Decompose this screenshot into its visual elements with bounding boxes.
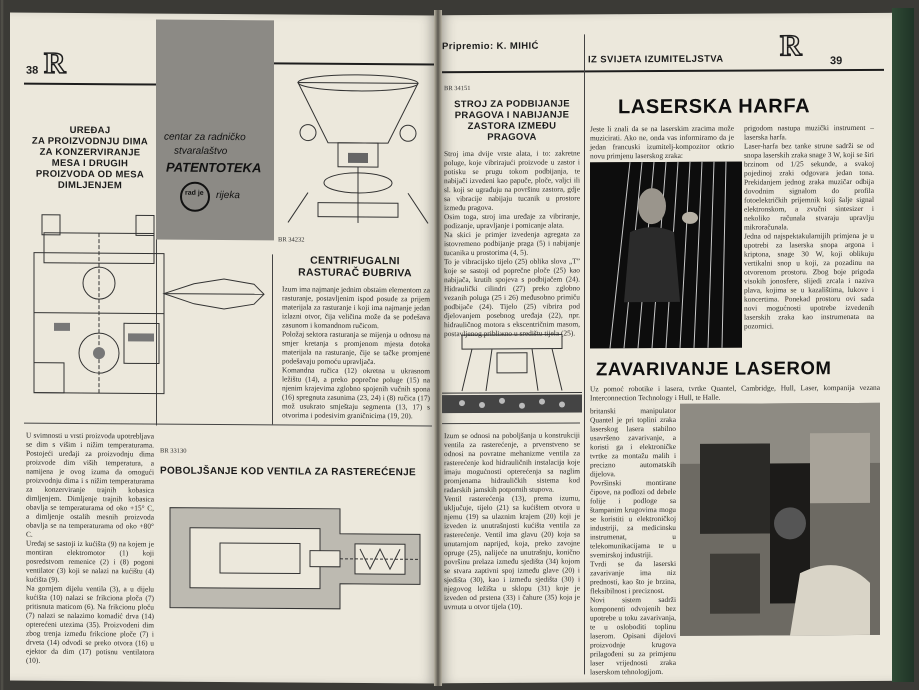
- fertilizer-spreader-drawing: [278, 72, 432, 233]
- article-harp-body2: prigodom nastupa muzički instrument – laserska harfa. Laser-harfa bez tanke strune sadrži se od snopa laserskih zraka snage 3 W, koji se širi brzinom od 1/25 sekunde, a svakoj pojedinoj zraki odgovara jedan tona. Prekidanjem jednog zraka muzičar odbija dovodnim signalom do profila fotoelektričkih prijemnik koji šalje signal elektronskom, a zvučni sintesizer i nekoliko računala stvaraju upravlju mikroračunala. Jedna od najspektakularnijih primjena je u upotrebi za laserska snopa argona i kriptona, snage 30 W, koji oblikuju vertikalni snop u koji, za pozadinu na otvorenom prostoru. Zbog boje prigoda visokih jonosfere, slijedi zrcala i naziva plava, kojima se u kazalištima, lukove i koncertima. Ponekad prostoru ovi sada novi mogućnosti upotrebe izvedenih laserskih zraka kao instrumenata na pozornici.: [744, 122, 874, 331]
- patentoteka-line2: stvaralaštvo: [174, 145, 228, 158]
- smoke-device-drawing: [24, 213, 272, 415]
- magazine-logo-right: R: [780, 29, 802, 63]
- magazine-logo: R: [44, 46, 66, 80]
- article-harp-body1: Jeste li znali da se na laserskim zracima može muzicirati. Ako ne, onda vas informiramo da je jedan francuski izumitelj-kompozitor otkrio novu primjenu laserskog zraka:: [590, 123, 734, 161]
- article-valve-title: POBOLJŠANJE KOD VENTILA ZA RASTEREĆENJE: [160, 465, 416, 479]
- section-divider: [24, 423, 432, 427]
- article-sleeper-code: BR 34151: [444, 85, 471, 93]
- book-spine: [434, 10, 442, 686]
- article-valve-body: Izum se odnosi na poboljšanja u konstrukciji ventila za rasterećenje, a prvenstveno se odnosi na povratne mehanizme ventila za rasterećenje kod hidrauličnih instalacija koje imaju mogućnosti opterećenja sa naglim promjenama hidrauličkih sistema kod radarskih jamskih potpornih stupova. Ventil rasterećenja (13), prema izumu, uključuje, tijelo (21) sa kućištem otvora u njemu (19) sa ulaznim krajem (20) koji je izveden iz unutrašnjosti kućišta ventila za rasterećenje. Ventil ima glavu (20) koja sa unutarnjom naprijed, koja, preko zavojne opruge (25), nalijeće na unutrašnju, konično površinu prelaza između sjedišta (34) kojom se stvara zaptivni spoj između glave (20) i sjedišta (30), kao i između sjedišta (30) i njegovog ležišta u sklopu (31) koje je izveden od prstena (33) i čahure (35) koja je uvrnuta u otvor tijela (10).: [444, 430, 580, 612]
- article-smoke-title: UREĐAJ ZA PROIZVODNJU DIMA ZA KONZERVIRANJE MESA I DRUGIH PROIZVODA OD MESA DIMLJENJEM: [31, 124, 149, 192]
- top-rule: [24, 83, 156, 86]
- tamping-machine-drawing: [442, 330, 582, 419]
- patentoteka-badge-icon: [180, 182, 210, 212]
- article-spreader-body: Izum ima najmanje jednim obstaim elementom za rasturanje, postavljenim ispod posude za prijem materijala za rasturanje i koji ima najmanje jedan izlazni otvor, čija veličina može da se podešava zasunom i komandnom ručicom. Položaj sektora rasturanja se mijenja u odnosu na smjer kretanja s promjenom mjesta dotoka materijala na rasturanje, čije se tačke promjene podešavaju pomoću upravljača. Komandna ručica (12) okretna u ukrasnom ležištu (14), a preko poprečne poluge (15) na njenim krajevima zglobno spojenih vučnih spona (16) spregnuta zasunima (23, 24) i (8) ručica (17) mož usukrato smještaju segmenta (13, 17) s otvorima i podesivim graničnicima (19, 20).: [282, 284, 430, 421]
- page-number-right: 39: [830, 55, 843, 68]
- patentoteka-badge-text: rad je: [185, 189, 204, 197]
- laser-welding-photo: [680, 403, 880, 636]
- page-number-left: 38: [26, 64, 39, 77]
- right-page: [438, 13, 894, 683]
- patentoteka-city: rijeka: [216, 189, 240, 202]
- article-spreader-title: CENTRIFUGALNI RASTURAČ ĐUBRIVA: [298, 254, 412, 280]
- article-sleeper-body1: Stroj ima dvije vrste alata, i to: zakretne poluge, koje vibrirajući proizvode u zastor i potisku se prugu tokom podbijanja, te nabijači izvedeni kao papuče, ploče, valjci ili sl. koji se ugrađuju na površinu zastora, gdje sa vibracije nabijaju tucanik u prostore između pragova. Osim toga, stroj ima uređaje za vibriranje, podizanje, upravljanje i pomicanje alata. Na skici je primjer izvedenja agregata za istovremeno podbijanje praga (5) i nabijanje tucanika u prostorima (4, 5). To je vibracijsko tijelo (25) oblika slova „T” koje se sastoji od poprečne ploče (25) kao nabijača, krutih spojeva s podbijačem (24). Hidraulički cilindri (27) preko zglobno vezanih poluga (25 i 26) međusobno primiču podbijače (24). Tijelo (25) vibrira pod djelovanjem posebnog uređaja (22), npr. hidrauličnog motora s ekscentričnim masom, postavljenog pribliжno u središtu tijela (25).: [444, 148, 580, 339]
- header-rule: [438, 69, 884, 73]
- article-welding-title: ZAVARIVANJE LASEROM: [596, 357, 832, 380]
- header-author: Pripremio: K. MIHIĆ: [442, 40, 539, 53]
- patentoteka-box: [156, 20, 274, 241]
- patentoteka-title: PATENTOTEKA: [166, 159, 262, 176]
- left-page: [10, 13, 438, 684]
- column-divider-2: [272, 254, 273, 424]
- relief-valve-drawing: [160, 488, 430, 630]
- article-welding-body2: britanski manipulator Quantel je pri toplini zraka laserskog lasera stabilno usavršeno zavarivanje, a koristi ga i elektroničke tvrtke za montažu malih i precizno automatskih dijelova. Površinski montirane čipove, na podlozi od debele folije i podloge sa štampanim krugovima mogu se koristiti u elektroničkoj industriji, za medicinsku instrumenat, u telekomunikacijama te u svemirskoj industriji. Tvrdi se da laserski zavarivanje ima niz prednosti, kao što je brzina, fleksibilnost i preciznost. Novi sistem sadrži komponenti odvojenih bez upotrebe u toku zavarivanja, te u osloboditi toplinu laserom. Opisani dijelovi proizvodnje krugova prilagođeni su za primjenu laser vrijednosti zraka laserskom tehnologijom.: [590, 405, 676, 677]
- article-welding-body1: Uz pomoć robotike i lasera, tvrtke Quantel, Cambridge, Hull, Laser, kompanija vezana Interconnection Technology i Hull, te Halle.: [590, 382, 880, 403]
- right-column-divider: [584, 34, 585, 674]
- top-rule-right: [274, 62, 434, 65]
- right-section-divider: [440, 422, 580, 424]
- header-section: IZ SVIJETA IZUMITELJSTVA: [588, 53, 724, 66]
- laser-harp-photo: [590, 162, 742, 349]
- article-sleeper-title: STROJ ZA PODBIJANJE PRAGOVA I NABIJANJE ZASTORA IZMEĐU PRAGOVA: [454, 98, 570, 143]
- article-harp-title: LASERSKA HARFA: [618, 95, 811, 119]
- patentoteka-line1: centar za radničko: [164, 131, 246, 144]
- cover-edge: [892, 8, 914, 682]
- article-valve-code: BR 33130: [160, 447, 187, 455]
- article-smoke-body: U svimnosti u vrsti proizvoda upotrebljava se dim s višim i nižim temperaturama. Postojeći uređaji za proizvodnju dima proizvode dim viših temperatura, a namijena je ovog izuma da omogući proizvodnju dima i s nižim temperaturama za konzerviranje trajnih kobasica dimljenjem. Dimljenje trajnih kobasica obavlja se temperaturama od oko +15° C, a dimljenje ostalih mesnih proizvoda obavlja se na temperaturama od oko +80° C. Uređaj se sastoji iz kućišta (9) na kojem je montiran elektromotor (1) koji posredstvom remenice (2) i (8) pogoni ventilator (3) koji se nalazi na kućištu (4) kućišta (9). Na gornjem dijelu ventila (3), a u dijelu kućišta (10) nalazi se frikciona ploča (7) pritisnuta maticom (6). Na frikcionu ploču (7) nalazi se nalazimo komadić drva (14) opterećeni utezima (35). Proizvodeni dim zbog trenja između frikcione ploče (7) i drveta (14) odvodi se preko otvora (16) u ejektor da dim (17) potisnu ventilatora (10).: [26, 430, 154, 665]
- article-spreader-code: BR 34232: [278, 236, 305, 244]
